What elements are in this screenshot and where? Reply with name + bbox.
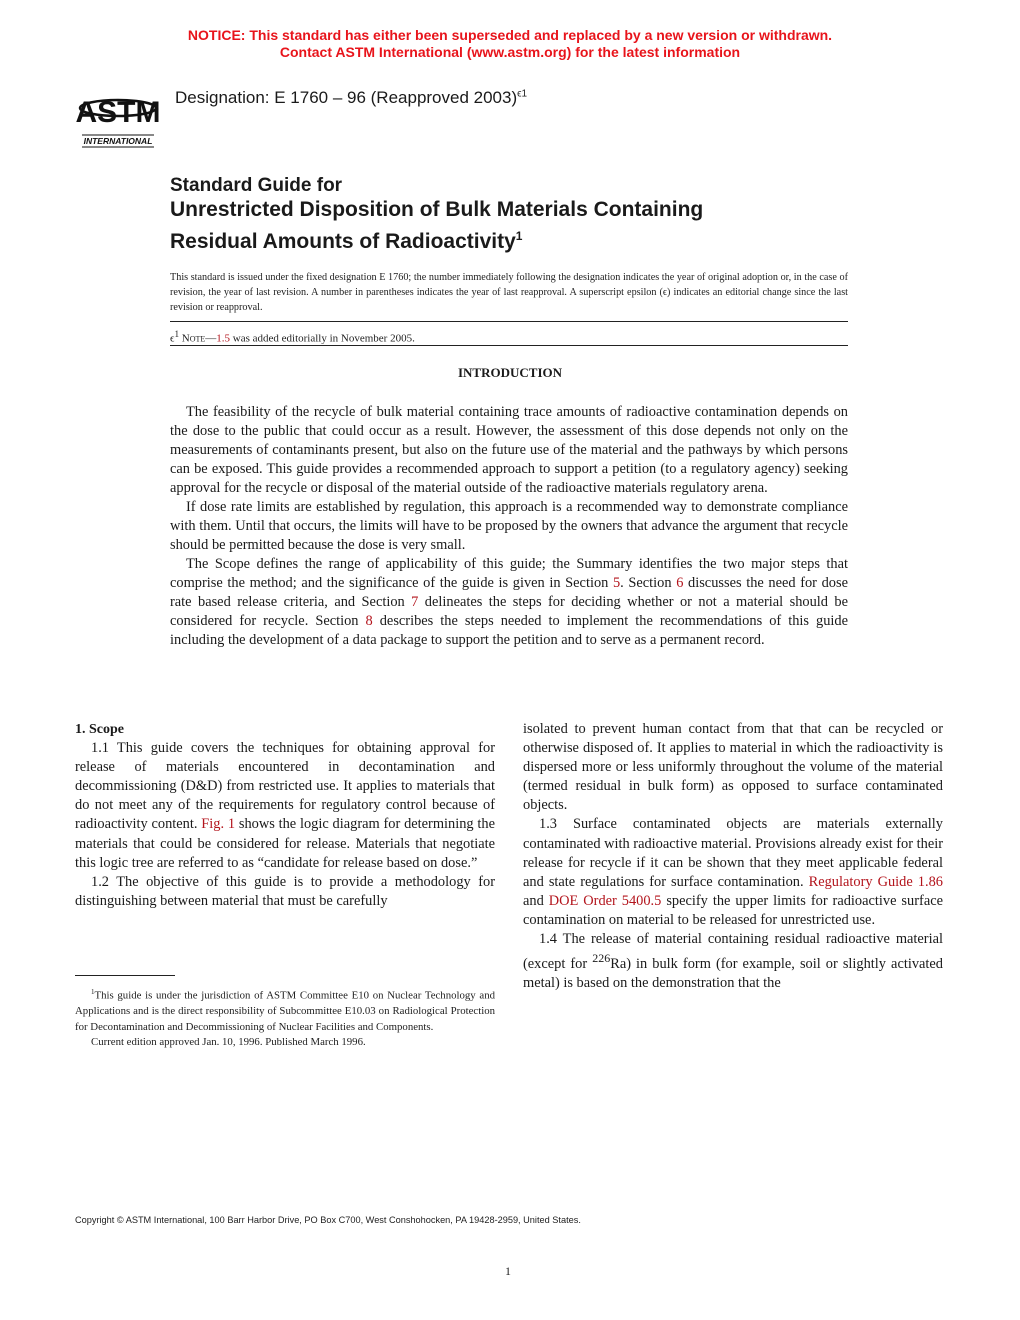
logo-text-international: INTERNATIONAL [83, 136, 153, 146]
issued-note: This standard is issued under the fixed designation E 1760; the number immediately following the designation indicates the year of original adoption or, in the case of revision, the year of last revision. A number in parentheses indicates the year of last reapproval. A superscript epsilon (ϵ) indicates an editorial change since the last revision or reapproval. [170, 272, 848, 313]
copyright: Copyright © ASTM International, 100 Barr Harbor Drive, PO Box C700, West Conshohocken, PA 19428-2959, United States. [75, 1215, 581, 1225]
left-column [75, 720, 495, 911]
introduction-body [170, 403, 848, 650]
note-text: was added editorially in November 2005. [230, 332, 415, 345]
p3-text-b: . Section [620, 575, 677, 591]
title-line-2 [170, 223, 703, 255]
footnote-1-text: This guide is under the jurisdiction of ASTM Committee E10 on Nuclear Technology and Applications and is the direct responsibility of Subcommittee E10.03 on Radiological Protection for Decontamination and Decommissioning of Nuclear Facilities and Components. [75, 989, 495, 1033]
right-column [523, 720, 943, 993]
introduction-heading: INTRODUCTION [457, 365, 562, 380]
scope-1-1-text-b: shows the logic diagram for determining the materials that could be considered for release. Materials that negotiate this logic tree are referred to as “candidate for release based on dose.” [75, 816, 495, 871]
footnote-1-marker: 1 [91, 988, 95, 996]
scope-1-4-text-b: Ra) in bulk form (for example, soil or slightly activated metal) is based on the demonstration that the [523, 955, 943, 992]
designation-epsilon: ϵ1 [517, 88, 528, 100]
note-dash: — [205, 332, 217, 345]
astm-international-logo-icon [76, 80, 160, 148]
title-pre: Standard Guide for [170, 175, 343, 196]
scope-1-3-text-b: specify the upper limits for radioactive surface contamination on material to be released for unrestricted use. [523, 892, 943, 928]
epsilon-marker-sup: 1 [174, 329, 180, 339]
intro-paragraph-1: The feasibility of the recycle of bulk material containing trace amounts of radioactive contamination depends on the dose to the public that could occur as a result. However, the assessment of this dose depends not only on the measurements of contaminants present, but also on the future use of the material and the pathways by which persons can be exposed. This guide provides a recommended approach to support a petition (to a regulatory agency) seeking approval for the recycle or disposal of the material outside of the radioactive materials regulatory arena. [170, 404, 848, 496]
footnote-1 [75, 985, 495, 1035]
scope-1-4 [523, 930, 943, 993]
p3-text-e: describes the steps needed to implement the recommendations of this guide including the development of a data package to support the petition and to serve as a permanent record. [170, 613, 848, 648]
scope-1-3-and: and [523, 892, 549, 909]
title-footnote-ref: 1 [515, 229, 523, 243]
scope-1-1-text-a: 1.1 This guide covers the techniques for obtaining approval for release of materials encountered in decontamination and decommissioning (D&D) from restricted use. It applies to materials that do not meet any of the requirements for regulatory control because of radioactivity content. [75, 740, 495, 833]
divider-top [170, 321, 848, 322]
page-number: 1 [505, 1264, 511, 1278]
p3-text-a: The Scope defines the range of applicability of this guide; the Summary identifies the two major steps that comprise the method; and the significance of the guide is given in Section [170, 556, 848, 591]
scope-1-4-text-a: 1.4 The release of material containing residual radioactive material (except for [523, 931, 943, 972]
section-8-link[interactable]: 8 [365, 613, 373, 629]
scope-1-1 [75, 739, 495, 873]
note-link-1-5[interactable]: 1.5 [216, 332, 231, 345]
footnotes [75, 985, 495, 1051]
designation [175, 88, 527, 108]
edition-note: Current edition approved Jan. 10, 1996. Published March 1996. [91, 1036, 366, 1049]
scope-1-2-continued: isolated to prevent human contact from that that can be recycled or otherwise disposed of. It applies to material in which the radioactivity is dispersed more or less uniformly throughout the volume of the material (termed residual in bulk form) as opposed to surface contaminated objects. [523, 721, 943, 814]
doe-order-link[interactable]: DOE Order 5400.5 [548, 892, 662, 909]
p3-text-c: discusses the need for dose rate based release criteria, and Section [170, 575, 848, 610]
section-scope-heading: 1. Scope [75, 722, 124, 737]
regulatory-guide-link[interactable]: Regulatory Guide 1.86 [808, 873, 943, 890]
section-7-link[interactable]: 7 [411, 594, 419, 610]
intro-paragraph-3 [170, 555, 848, 650]
scope-1-3-text-a: 1.3 Surface contaminated objects are materials externally contaminated with radioactive material. Provisions already exist for their release for recycle if it can be shown that they meet applicable federal and state regulations for surface contamination. [523, 816, 943, 890]
note-label: Note [181, 332, 206, 345]
divider-bottom [170, 345, 848, 346]
scope-1-3 [523, 815, 943, 930]
logo-text-astm: ASTM [76, 96, 160, 129]
notice-line-2: Contact ASTM International (www.astm.org) for the latest information [279, 44, 741, 60]
withdrawal-notice [0, 27, 1020, 61]
title-line-1: Unrestricted Disposition of Bulk Materials Containing [170, 198, 704, 221]
p3-text-d: delineates the steps for deciding whether or not a material should be considered for recycle. Section [170, 594, 848, 629]
section-6-link[interactable]: 6 [676, 575, 684, 591]
intro-paragraph-2: If dose rate limits are established by regulation, this approach is a recommended way to demonstrate compliance with them. Until that occurs, the limits will have to be proposed by the owners that advance the argument that recycle should be permitted because the dose is very small. [170, 499, 848, 553]
isotope-mass-number: 226 [592, 951, 611, 966]
document-title [170, 175, 703, 255]
designation-text: Designation: E 1760 – 96 (Reapproved 2003) [175, 88, 518, 107]
scope-1-2-start: 1.2 The objective of this guide is to provide a methodology for distinguishing between material that must be carefully [75, 873, 495, 909]
section-5-link[interactable]: 5 [612, 575, 621, 591]
title-line-2-text: Residual Amounts of Radioactivity [170, 230, 516, 253]
fig-1-link[interactable]: Fig. 1 [201, 816, 236, 833]
editorial-note [170, 329, 415, 345]
notice-line-1: NOTICE: This standard has either been superseded and replaced by a new version or withdrawn. [187, 27, 833, 43]
epsilon-marker: ϵ [170, 332, 175, 345]
footnote-divider [75, 975, 175, 976]
